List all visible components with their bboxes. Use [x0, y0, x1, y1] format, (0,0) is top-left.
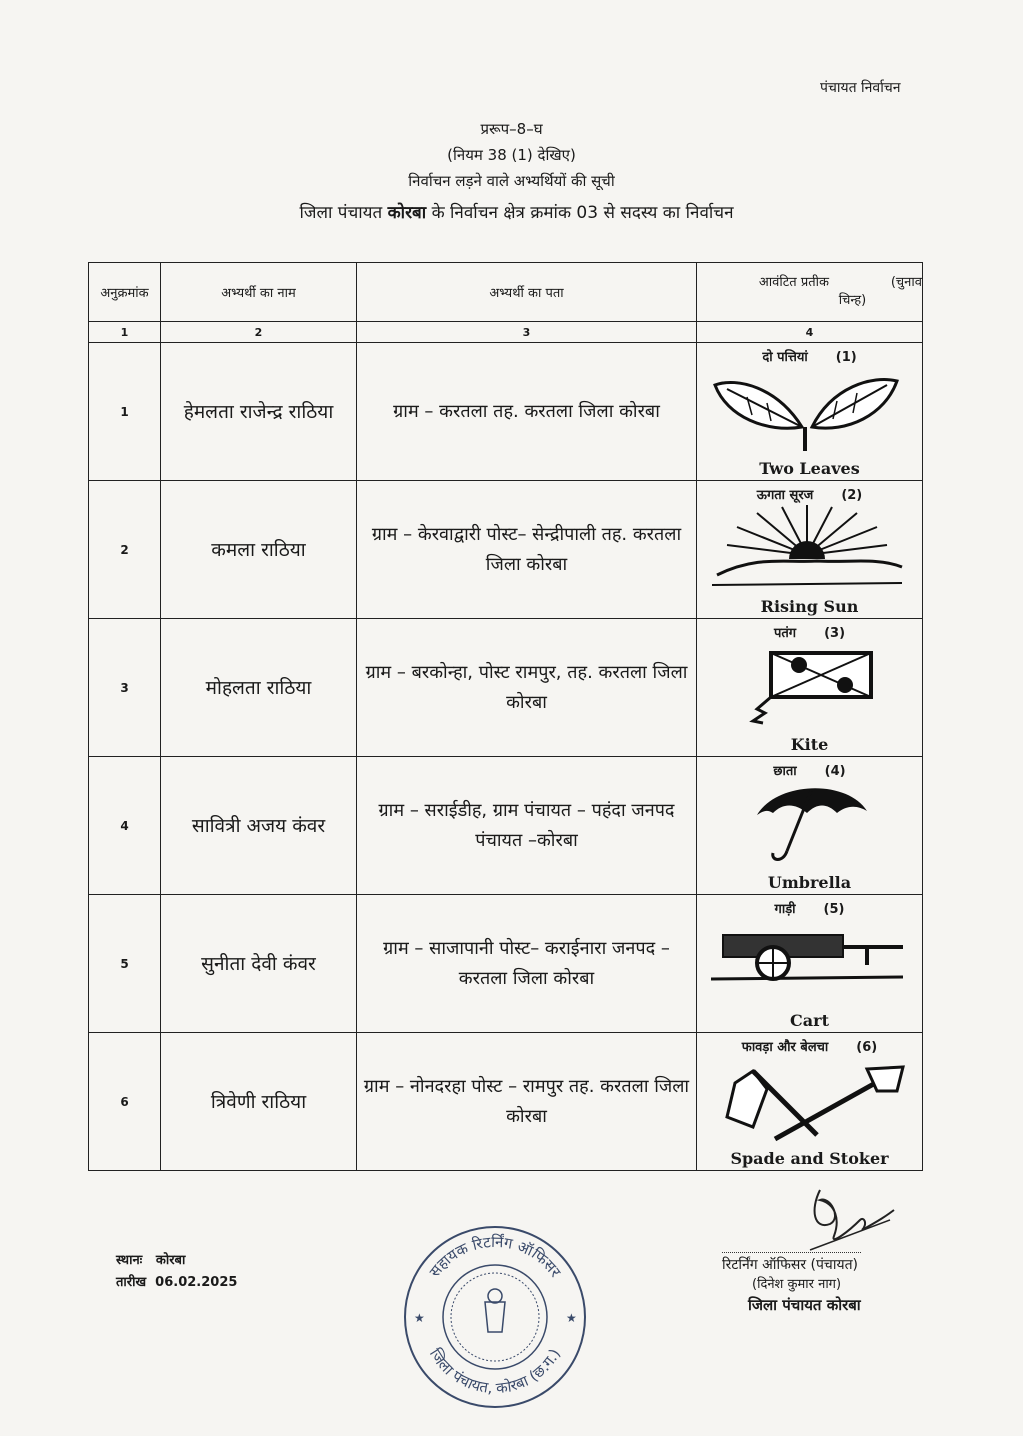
- svg-text:सहायक रिटर्निंग ऑफिसर: सहायक रिटर्निंग ऑफिसर: [425, 1232, 565, 1281]
- election-subtitle: जिला पंचायत कोरबा के निर्वाचन क्षेत्र क्रमांक 03 से सदस्य का निर्वाचन: [299, 203, 734, 223]
- symbol-hindi: दो पत्तियां: [762, 350, 808, 365]
- table-row: [89, 481, 923, 619]
- symbol-english: Kite: [790, 735, 829, 754]
- row-sno: 2: [89, 481, 161, 619]
- symbol-english: Umbrella: [767, 873, 852, 892]
- candidate-name: हेमलता राजेन्द्र राठिया: [161, 343, 357, 481]
- official-seal-icon: [400, 1222, 590, 1412]
- column-number-row: [89, 322, 923, 343]
- svg-text:जिला पंचायत, कोरबा (छ.ग.): जिला पंचायत, कोरबा (छ.ग.): [425, 1345, 564, 1398]
- kite-icon: [707, 643, 907, 729]
- table-row: [89, 619, 923, 757]
- row-sno: 6: [89, 1033, 161, 1171]
- svg-text:★: ★: [566, 1311, 577, 1325]
- col-number: 3: [357, 322, 697, 343]
- officer-block: [722, 1252, 861, 1315]
- umbrella-icon: [707, 781, 907, 867]
- symbol-cell: [697, 481, 923, 619]
- row-sno: 5: [89, 895, 161, 1033]
- candidate-address: ग्राम – सराईडीह, ग्राम पंचायत – पहंदा जनपद पंचायत –कोरबा: [357, 757, 697, 895]
- officer-designation: रिटर्निंग ऑफिसर (पंचायत): [722, 1252, 861, 1275]
- candidate-address: ग्राम – करतला तह. करतला जिला कोरबा: [357, 343, 697, 481]
- candidate-name: सुनीता देवी कंवर: [161, 895, 357, 1033]
- table-row: [89, 895, 923, 1033]
- form-number: प्ररूप–8–घ: [480, 120, 543, 138]
- candidate-name: कमला राठिया: [161, 481, 357, 619]
- document-header: [0, 116, 1023, 226]
- district-name: कोरबा: [387, 203, 427, 223]
- row-sno: 1: [89, 343, 161, 481]
- header-name: अभ्यर्थी का नाम: [161, 263, 357, 322]
- place-date-block: [116, 1250, 237, 1294]
- table-row: [89, 757, 923, 895]
- symbol-cell: [697, 1033, 923, 1171]
- header-address: अभ्यर्थी का पता: [357, 263, 697, 322]
- symbol-hindi: ऊगता सूरज: [756, 488, 814, 503]
- symbol-number: (6): [856, 1040, 878, 1055]
- symbol-number: (5): [823, 902, 845, 917]
- symbol-hindi: फावड़ा और बेलचा: [741, 1040, 829, 1055]
- symbol-number: (1): [835, 350, 857, 365]
- table-row: [89, 343, 923, 481]
- candidate-name: सावित्री अजय कंवर: [161, 757, 357, 895]
- col-number: 4: [697, 322, 923, 343]
- header-symbol: आवंटित प्रतीक (चुनाव चिन्ह): [697, 263, 923, 322]
- col-number: 1: [89, 322, 161, 343]
- list-title: निर्वाचन लड़ने वाले अभ्यर्थियों की सूची: [408, 172, 615, 190]
- svg-text:★: ★: [414, 1311, 425, 1325]
- symbol-cell: [697, 895, 923, 1033]
- officer-name: (दिनेश कुमार नाग): [752, 1277, 842, 1292]
- two-leaves-icon: [707, 367, 907, 453]
- col-number: 2: [161, 322, 357, 343]
- table-header-row: [89, 263, 923, 322]
- symbol-cell: [697, 757, 923, 895]
- symbol-english: Cart: [790, 1011, 829, 1030]
- spade-and-stoker-icon: [707, 1057, 907, 1143]
- symbol-cell: [697, 343, 923, 481]
- table-row: [89, 1033, 923, 1171]
- symbol-hindi: गाड़ी: [774, 902, 796, 917]
- row-sno: 4: [89, 757, 161, 895]
- place-value: कोरबा: [155, 1253, 186, 1268]
- cart-icon: [707, 919, 907, 1005]
- candidate-name: त्रिवेणी राठिया: [161, 1033, 357, 1171]
- symbol-hindi: छाता: [773, 764, 797, 779]
- rising-sun-icon: [707, 505, 907, 591]
- symbol-hindi: पतंग: [773, 626, 797, 641]
- corner-label: पंचायत निर्वाचन: [820, 80, 901, 96]
- place-label: स्थानः: [116, 1253, 143, 1268]
- date-label: तारीख: [116, 1275, 147, 1290]
- symbol-number: (2): [841, 488, 863, 503]
- row-sno: 3: [89, 619, 161, 757]
- symbol-cell: [697, 619, 923, 757]
- candidate-address: ग्राम – नोनदरहा पोस्ट – रामपुर तह. करतला जिला कोरबा: [357, 1033, 697, 1171]
- symbol-english: Two Leaves: [759, 459, 860, 478]
- rule-reference: (नियम 38 (1) देखिए): [447, 146, 576, 164]
- officer-office: जिला पंचायत कोरबा: [748, 1296, 861, 1314]
- symbol-english: Rising Sun: [760, 597, 859, 616]
- candidate-table: [88, 262, 923, 1171]
- candidate-address: ग्राम – केरवाद्वारी पोस्ट– सेन्द्रीपाली तह. करतला जिला कोरबा: [357, 481, 697, 619]
- candidate-name: मोहलता राठिया: [161, 619, 357, 757]
- symbol-english: Spade and Stoker: [730, 1149, 889, 1168]
- candidate-address: ग्राम – बरकोन्हा, पोस्ट रामपुर, तह. करतला जिला कोरबा: [357, 619, 697, 757]
- candidate-address: ग्राम – साजापानी पोस्ट– कराईनारा जनपद – करतला जिला कोरबा: [357, 895, 697, 1033]
- header-sno: अनुक्रमांक: [89, 263, 161, 322]
- symbol-number: (4): [824, 764, 846, 779]
- date-value: 06.02.2025: [155, 1275, 238, 1290]
- symbol-number: (3): [824, 626, 846, 641]
- signature-icon: [790, 1180, 900, 1260]
